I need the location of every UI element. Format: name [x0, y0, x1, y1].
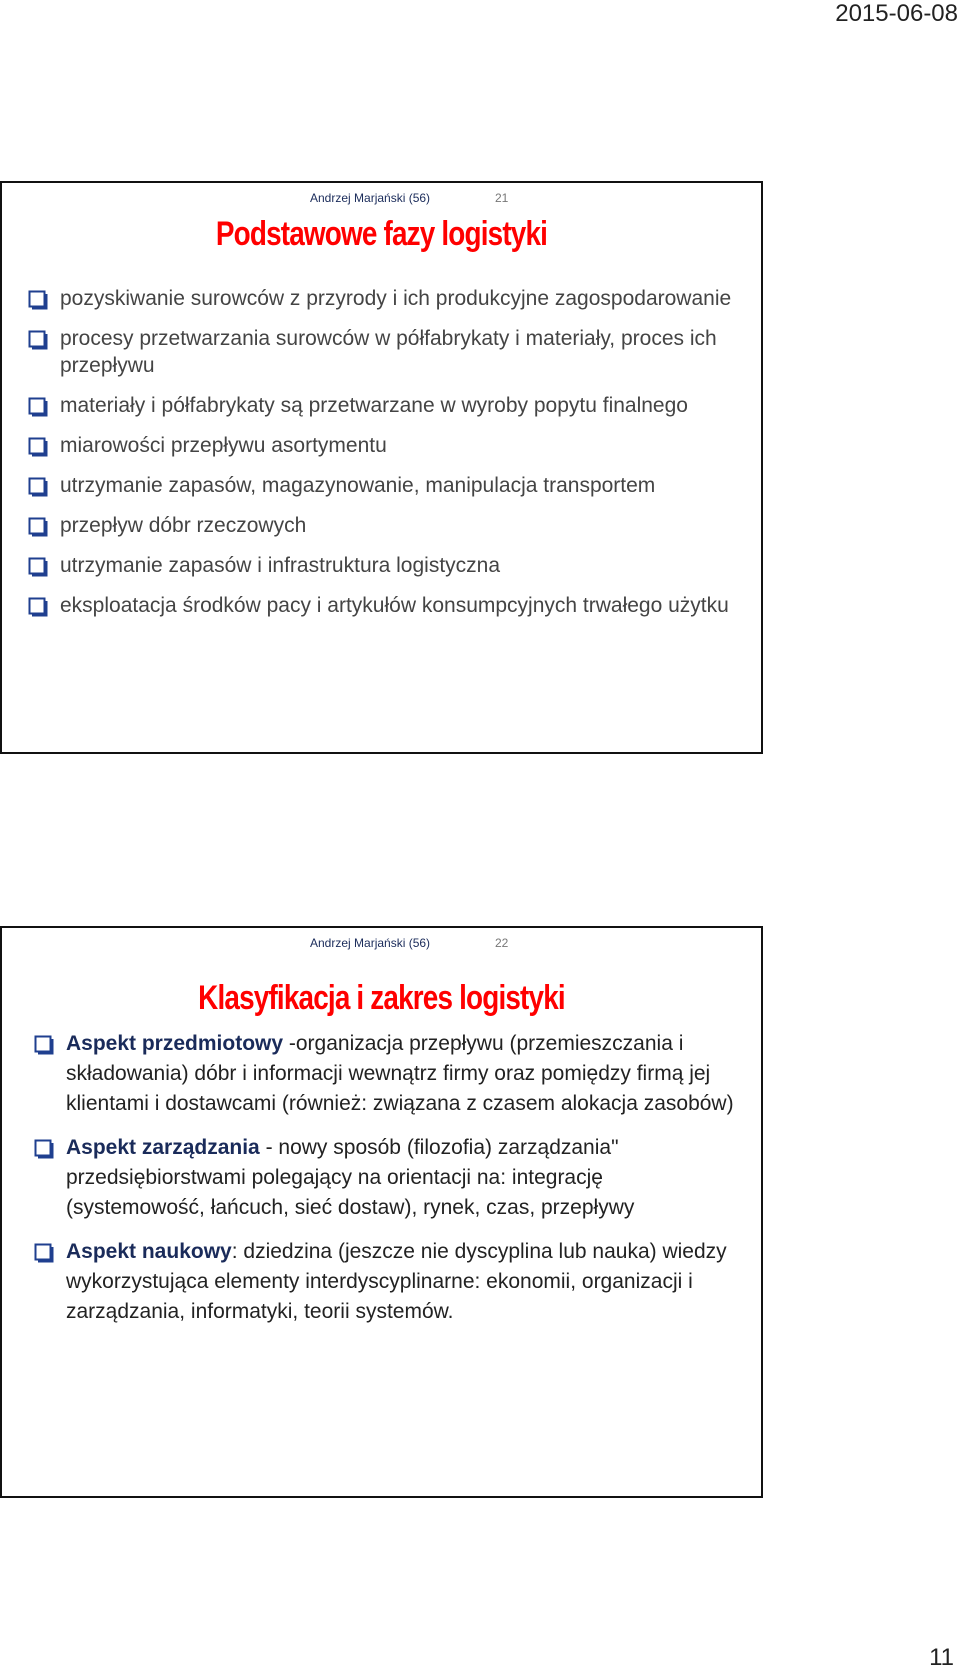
list-item — [34, 1237, 747, 1327]
checkbox-bullet-icon — [34, 1034, 54, 1054]
list-item — [28, 285, 747, 312]
list-item — [34, 1133, 747, 1223]
slide-author: Andrzej Marjański (56) — [310, 191, 431, 205]
aspect-keyword: Aspekt przedmiotowy — [66, 1032, 284, 1055]
aspect-keyword: Aspekt naukowy — [66, 1240, 232, 1263]
slide-21 — [0, 181, 763, 754]
checkbox-bullet-icon — [28, 597, 48, 617]
slide-22 — [0, 926, 763, 1498]
list-item-text: -organizacja przepływu (przemieszczania i składowania) dóbr i informacji wewnątrz firmy oraz pomiędzy firmą jej klientami i dostawcami (również: związana z czasem alokacja zasobów) — [66, 1032, 734, 1115]
page-number: 11 — [929, 1644, 954, 1671]
checkbox-bullet-icon — [34, 1138, 54, 1158]
slide-number: 22 — [495, 936, 509, 950]
list-item-text: miarowości przepływu asortymentu — [60, 434, 387, 457]
checkbox-bullet-icon — [28, 330, 48, 350]
bullet-list — [28, 285, 747, 632]
list-item-text: procesy przetwarzania surowców w półfabrykaty i materiały, proces ich przepływu — [60, 327, 717, 377]
list-item — [28, 512, 747, 539]
bullet-list — [34, 1029, 747, 1341]
list-item-text: utrzymanie zapasów i infrastruktura logistyczna — [60, 554, 501, 577]
list-item-text: pozyskiwanie surowców z przyrody i ich produkcyjne zagospodarowanie — [60, 287, 732, 310]
list-item — [28, 552, 747, 579]
list-item — [28, 592, 747, 619]
slide-title: Klasyfikacja i zakres logistyki — [198, 979, 565, 1017]
slide-title: Podstawowe fazy logistyki — [215, 215, 548, 253]
list-item-text: - nowy sposób (filozofia) zarządzania" przedsiębiorstwami polegający na orientacji na: integrację (systemowość, łańcuch, sieć dostaw), rynek, czas, przepływy — [66, 1136, 635, 1219]
checkbox-bullet-icon — [28, 397, 48, 417]
list-item-text: eksploatacja środków pacy i artykułów konsumpcyjnych trwałego użytku — [60, 594, 729, 617]
list-item — [28, 472, 747, 499]
checkbox-bullet-icon — [28, 477, 48, 497]
aspect-keyword: Aspekt zarządzania — [66, 1136, 260, 1159]
list-item-text: materiały i półfabrykaty są przetwarzane w wyroby popytu finalnego — [60, 394, 688, 417]
slide-number: 21 — [495, 191, 509, 205]
slide-author: Andrzej Marjański (56) — [310, 936, 431, 950]
list-item — [28, 325, 747, 379]
list-item — [34, 1029, 747, 1119]
page-date: 2015-06-08 — [835, 0, 958, 27]
list-item-text: : dziedzina (jeszcze nie dyscyplina lub nauka) wiedzy wykorzystująca elementy interdyscyplinarne: ekonomii, organizacji i zarządzania, informatyki, teorii systemów. — [66, 1240, 727, 1323]
checkbox-bullet-icon — [28, 517, 48, 537]
checkbox-bullet-icon — [34, 1242, 54, 1262]
list-item-text: utrzymanie zapasów, magazynowanie, manipulacja transportem — [60, 474, 656, 497]
checkbox-bullet-icon — [28, 290, 48, 310]
list-item-text: przepływ dóbr rzeczowych — [60, 514, 307, 537]
list-item — [28, 392, 747, 419]
checkbox-bullet-icon — [28, 557, 48, 577]
checkbox-bullet-icon — [28, 437, 48, 457]
list-item — [28, 432, 747, 459]
